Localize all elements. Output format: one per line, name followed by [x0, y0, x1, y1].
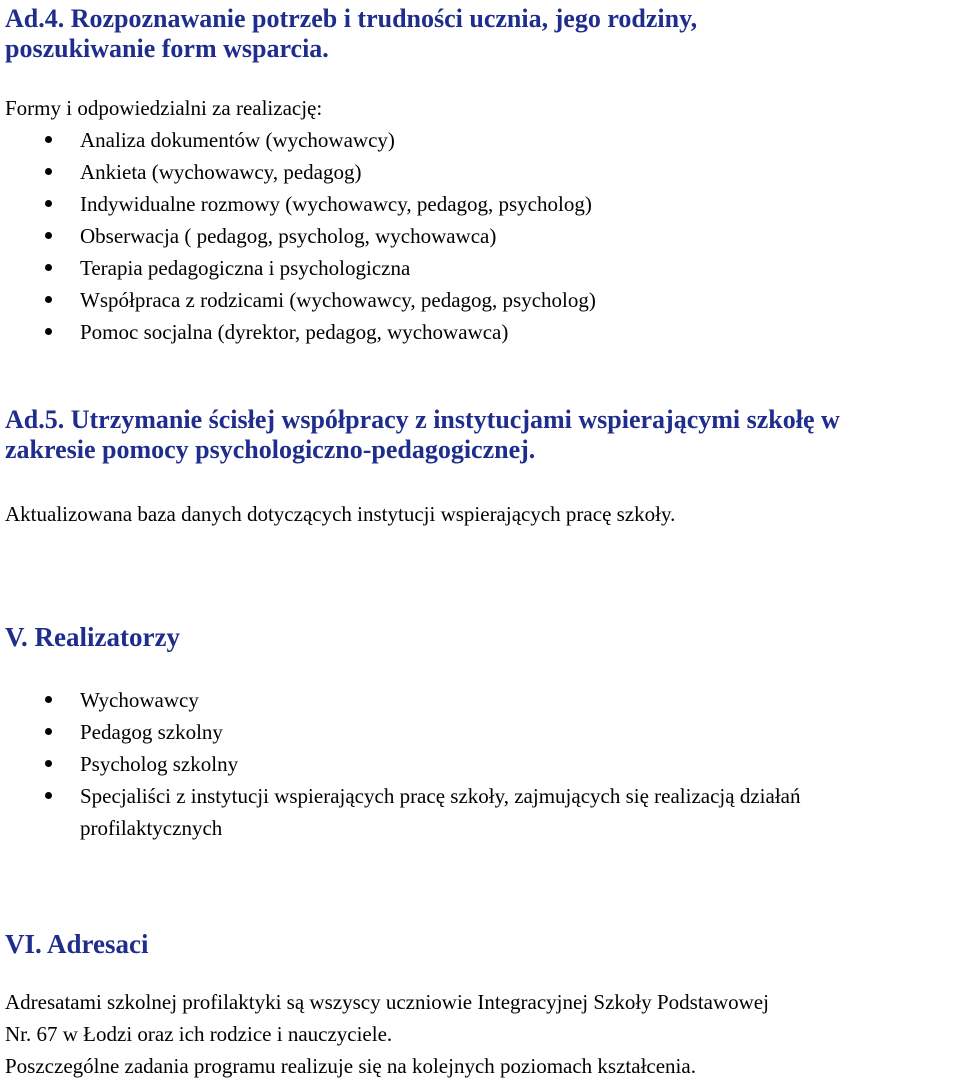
bullet-icon: [45, 264, 52, 271]
ad4-heading-line2: poszukiwanie form wsparcia.: [5, 34, 329, 63]
list-item: Psycholog szkolny: [5, 748, 960, 780]
list-item: Obserwacja ( pedagog, psycholog, wychowawca): [5, 220, 960, 252]
bullet-icon: [45, 136, 52, 143]
section6-line2: Nr. 67 w Łodzi oraz ich rodzice i nauczyciele.: [5, 1022, 393, 1046]
section6-line3: Poszczególne zadania programu realizuje się na kolejnych poziomach kształcenia.: [5, 1054, 696, 1078]
ad5-heading-line1: Ad.5. Utrzymanie ścisłej współpracy z instytucjami wspierającymi szkołę w: [5, 405, 840, 434]
list-item: Pomoc socjalna (dyrektor, pedagog, wychowawca): [5, 316, 960, 348]
bullet-icon: [45, 232, 52, 239]
list-item: Ankieta (wychowawcy, pedagog): [5, 156, 960, 188]
ad4-heading: [5, 4, 960, 64]
list-item: Wychowawcy: [5, 684, 960, 716]
list-item: Terapia pedagogiczna i psychologiczna: [5, 252, 960, 284]
list-item: Indywidualne rozmowy (wychowawcy, pedagog, psycholog): [5, 188, 960, 220]
bullet-icon: [45, 760, 52, 767]
bullet-icon: [45, 728, 52, 735]
section6-body: [5, 986, 960, 1082]
ad5-heading-line2: zakresie pomocy psychologiczno-pedagogicznej.: [5, 435, 536, 464]
ad5-text: Aktualizowana baza danych dotyczących instytucji wspierających pracę szkoły.: [5, 502, 676, 526]
list-item: Analiza dokumentów (wychowawcy): [5, 124, 960, 156]
ad4-heading-line1: Ad.4. Rozpoznawanie potrzeb i trudności ucznia, jego rodziny,: [5, 4, 698, 33]
section5-heading: V. Realizatorzy: [5, 622, 180, 652]
ad5-heading: [5, 405, 960, 465]
bullet-icon: [45, 200, 52, 207]
list-item: Specjaliści z instytucji wspierających pracę szkoły, zajmujących się realizacją działań profilaktycznych: [5, 780, 960, 844]
bullet-icon: [45, 328, 52, 335]
bullet-icon: [45, 792, 52, 799]
ad4-intro: Formy i odpowiedzialni za realizację:: [5, 96, 323, 120]
section6-heading: VI. Adresaci: [5, 929, 149, 959]
list-item: Pedagog szkolny: [5, 716, 960, 748]
bullet-icon: [45, 168, 52, 175]
bullet-icon: [45, 696, 52, 703]
ad4-forms: [5, 92, 960, 348]
list-item: Współpraca z rodzicami (wychowawcy, pedagog, psycholog): [5, 284, 960, 316]
section5-list: [5, 684, 960, 844]
section-realizatorzy: [5, 621, 960, 653]
section-adresaci: [5, 928, 960, 960]
bullet-icon: [45, 296, 52, 303]
section6-line1: Adresatami szkolnej profilaktyki są wszyscy uczniowie Integracyjnej Szkoły Podstawowej: [5, 990, 769, 1014]
ad4-list: [5, 124, 960, 348]
section5-list-wrap: [5, 684, 960, 844]
ad5-body: [5, 498, 960, 530]
